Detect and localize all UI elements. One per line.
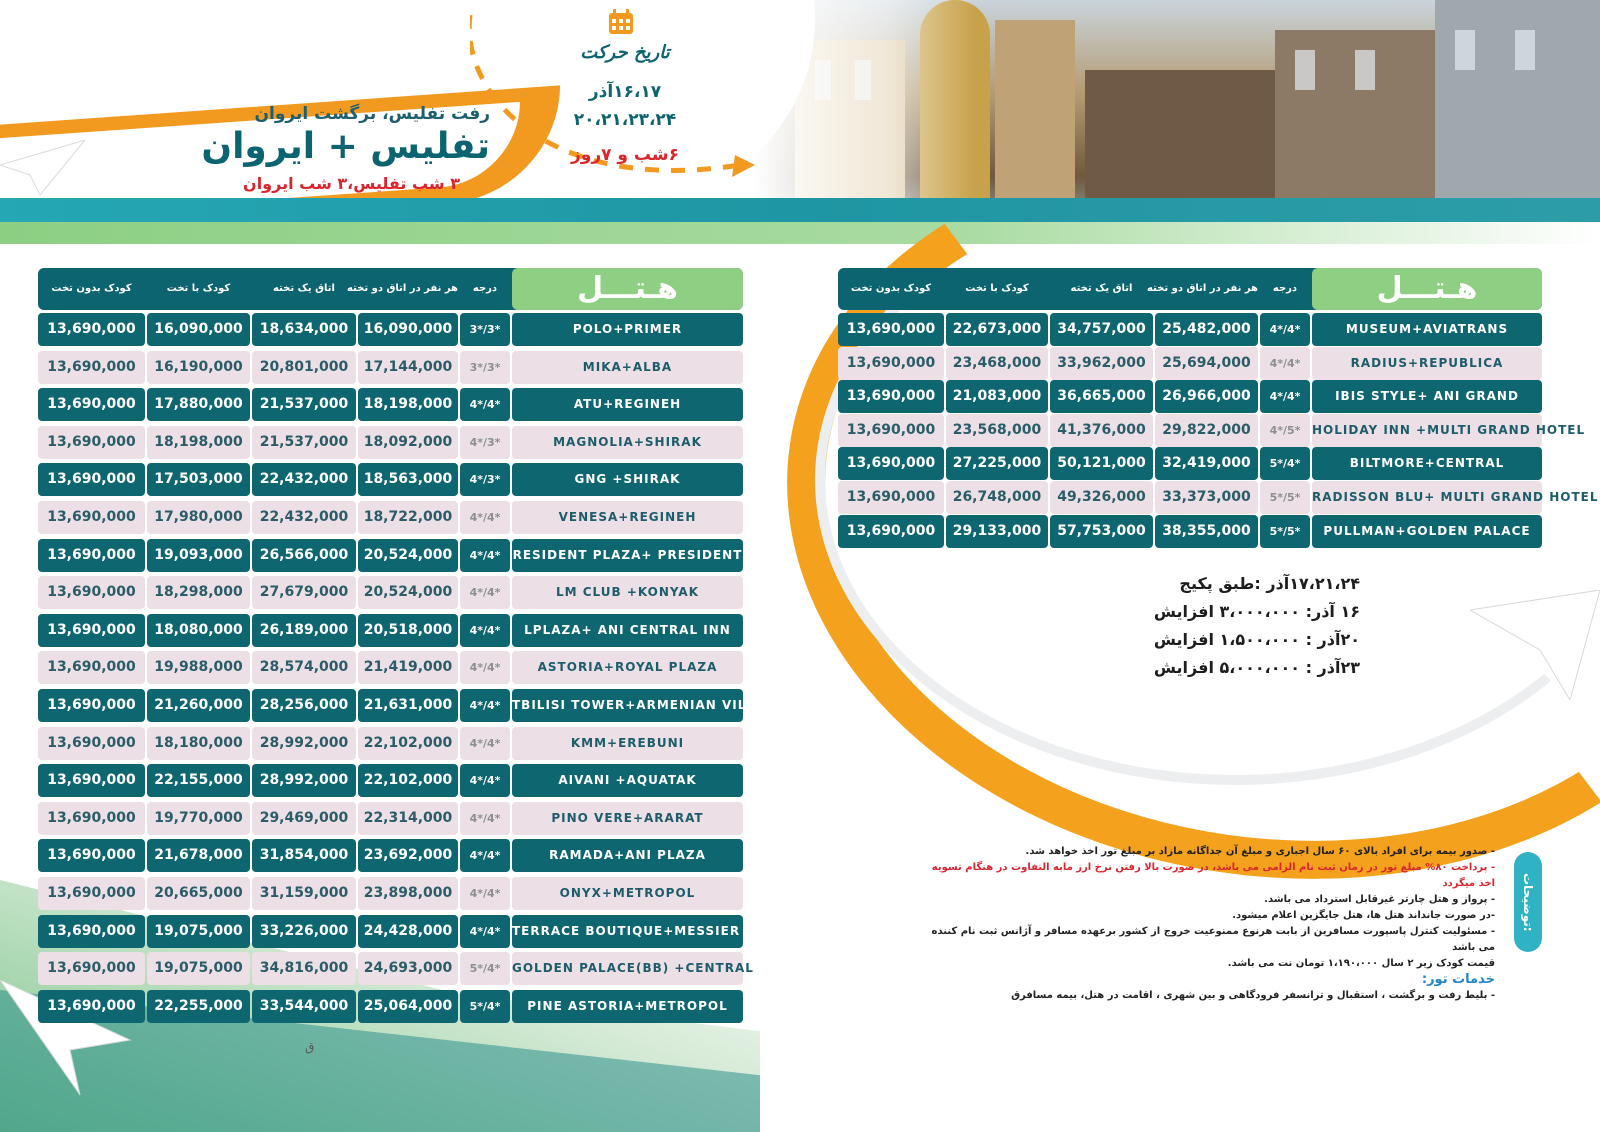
cell-hotel: HOLIDAY INN +MULTI GRAND HOTEL (1312, 414, 1542, 447)
cell-child-nobed: 13,690,000 (38, 463, 145, 496)
cell-single: 33,226,000 (252, 915, 356, 948)
cell-grade: 4*/4* (460, 539, 510, 572)
cell-child-nobed: 13,690,000 (838, 447, 944, 480)
cell-grade: 4*/4* (460, 839, 510, 872)
cell-child-nobed: 13,690,000 (838, 313, 944, 346)
cell-child-bed: 16,090,000 (147, 313, 250, 346)
table-row (38, 839, 743, 872)
cell-single: 33,544,000 (252, 990, 356, 1023)
right-table-header (838, 268, 1542, 310)
cell-child-bed: 21,678,000 (147, 839, 250, 872)
table-row (38, 576, 743, 609)
cell-grade: 4*/4* (460, 388, 510, 421)
cell-hotel: ONYX+METROPOL (512, 877, 743, 910)
cell-child-bed: 21,083,000 (946, 380, 1048, 413)
cell-grade: 5*/5* (1260, 481, 1310, 514)
cell-double: 24,693,000 (358, 952, 458, 985)
table-row (38, 651, 743, 684)
cell-child-bed: 29,133,000 (946, 515, 1048, 548)
cell-grade: 4*/4* (460, 764, 510, 797)
cell-single: 28,992,000 (252, 764, 356, 797)
cell-grade: 4*/3* (460, 463, 510, 496)
col-double: هر نفر در اتاق دو تخته (1147, 283, 1258, 294)
cell-single: 28,992,000 (252, 727, 356, 760)
cell-double: 23,692,000 (358, 839, 458, 872)
cell-grade: 4*/4* (1260, 347, 1310, 380)
left-table-header (38, 268, 743, 310)
cell-hotel: MAGNOLIA+SHIRAK (512, 426, 743, 459)
cell-double: 18,092,000 (358, 426, 458, 459)
cell-double: 29,822,000 (1155, 414, 1258, 447)
cell-grade: 5*/4* (1260, 447, 1310, 480)
cell-child-bed: 16,190,000 (147, 351, 250, 384)
cell-child-bed: 20,665,000 (147, 877, 250, 910)
table-row (38, 388, 743, 421)
cell-child-nobed: 13,690,000 (838, 515, 944, 548)
cell-hotel: KMM+EREBUNI (512, 727, 743, 760)
cell-double: 21,419,000 (358, 651, 458, 684)
cell-hotel: PULLMAN+GOLDEN PALACE (1312, 515, 1542, 548)
cell-double: 38,355,000 (1155, 515, 1258, 548)
cell-single: 28,256,000 (252, 689, 356, 722)
cell-hotel: PINO VERE+ARARAT (512, 802, 743, 835)
cell-double: 22,102,000 (358, 764, 458, 797)
table-row (838, 481, 1599, 514)
cell-single: 18,634,000 (252, 313, 356, 346)
table-row (38, 539, 743, 572)
cell-grade: 5*/4* (460, 952, 510, 985)
table-row (38, 764, 743, 797)
cell-child-bed: 17,503,000 (147, 463, 250, 496)
cell-child-bed: 17,880,000 (147, 388, 250, 421)
cell-child-bed: 18,198,000 (147, 426, 250, 459)
note-line: -در صورت جانداند هتل ها، هتل جایگزین اعلام میشود. (1232, 910, 1495, 921)
cell-hotel: MUSEUM+AVIATRANS (1312, 313, 1542, 346)
table-row (38, 463, 743, 496)
package-note: ۲۳آذر : ۵،۰۰۰،۰۰۰ افزایش (1153, 658, 1360, 677)
note-line: - صدور بیمه برای افراد بالای ۶۰ سال اجباری و مبلغ آن جداگانه مازاد بر مبلغ تور اخذ خواهد شد. (1025, 846, 1495, 857)
cell-child-bed: 19,075,000 (147, 915, 250, 948)
cell-hotel: IBIS STYLE+ ANI GRAND (1312, 380, 1542, 413)
cell-child-bed: 21,260,000 (147, 689, 250, 722)
cell-single: 26,189,000 (252, 614, 356, 647)
col-double: هر نفر در اتاق دو تخته (347, 283, 458, 294)
departure-dates-2: ۲۰،۲۱،۲۳،۲۴ (573, 110, 677, 130)
departure-dates-1: ۱۶،۱۷آذر (588, 82, 662, 102)
cell-child-nobed: 13,690,000 (38, 313, 145, 346)
table-row (38, 727, 743, 760)
cell-double: 20,524,000 (358, 576, 458, 609)
cell-single: 57,753,000 (1050, 515, 1153, 548)
cell-child-nobed: 13,690,000 (38, 689, 145, 722)
paper-plane-icon (0, 140, 90, 200)
cell-grade: 4*/5* (1260, 414, 1310, 447)
cell-grade: 4*/4* (1260, 313, 1310, 346)
note-line: قیمت کودک زیر ۲ سال ۱،۱۹۰،۰۰۰ تومان نت می باشد. (1227, 958, 1495, 969)
cell-child-nobed: 13,690,000 (38, 802, 145, 835)
table-row (38, 952, 754, 985)
cell-child-nobed: 13,690,000 (38, 877, 145, 910)
cell-grade: 4*/4* (460, 802, 510, 835)
cell-child-bed: 27,225,000 (946, 447, 1048, 480)
cell-child-nobed: 13,690,000 (38, 839, 145, 872)
cell-child-nobed: 13,690,000 (38, 651, 145, 684)
cell-child-nobed: 13,690,000 (38, 764, 145, 797)
table-row (838, 347, 1543, 380)
cell-single: 20,801,000 (252, 351, 356, 384)
cell-single: 21,537,000 (252, 388, 356, 421)
cell-double: 16,090,000 (358, 313, 458, 346)
cell-grade: 5*/4* (460, 990, 510, 1023)
cell-grade: 5*/5* (1260, 515, 1310, 548)
cell-double: 18,722,000 (358, 501, 458, 534)
cell-grade: 4*/4* (460, 576, 510, 609)
cell-child-bed: 18,080,000 (147, 614, 250, 647)
cell-child-nobed: 13,690,000 (38, 576, 145, 609)
cell-child-bed: 19,988,000 (147, 651, 250, 684)
cell-hotel: RESIDENT PLAZA+ PRESIDENT (512, 539, 743, 572)
note-line: - پرداخت ۸۰% مبلغ تور در زمان ثبت نام الزامی می باشد، در صورت بالا رفتن نرخ ارز مابه التفاوت در هنگام تسویه اخذ میگردد (931, 862, 1495, 889)
cell-hotel: RADIUS+REPUBLICA (1312, 347, 1542, 380)
cell-single: 28,574,000 (252, 651, 356, 684)
cell-child-bed: 19,093,000 (147, 539, 250, 572)
cell-child-bed: 19,770,000 (147, 802, 250, 835)
cell-grade: 4*/4* (460, 689, 510, 722)
cell-double: 18,198,000 (358, 388, 458, 421)
cell-grade: 4*/4* (460, 651, 510, 684)
cell-single: 27,679,000 (252, 576, 356, 609)
cell-child-nobed: 13,690,000 (38, 388, 145, 421)
cell-child-nobed: 13,690,000 (38, 539, 145, 572)
table-row (38, 802, 743, 835)
col-hotel: هـتـــل (512, 268, 743, 310)
services-line: - بلیط رفت و برگشت ، استقبال و ترانسفر فرودگاهی و بین شهری ، اقامت در هتل، بیمه مسافرق (1011, 990, 1495, 1001)
cell-double: 17,144,000 (358, 351, 458, 384)
cell-hotel: AIVANI +AQUATAK (512, 764, 743, 797)
nights-note: ۳ شب تفلیس،۳ شب ایروان (243, 174, 460, 193)
cell-grade: 4*/4* (460, 877, 510, 910)
cell-child-bed: 22,155,000 (147, 764, 250, 797)
cell-hotel: LPLAZA+ ANI CENTRAL INN (512, 614, 743, 647)
cell-double: 32,419,000 (1155, 447, 1258, 480)
cell-child-nobed: 13,690,000 (38, 952, 145, 985)
cell-double: 23,898,000 (358, 877, 458, 910)
services-title: خدمات تور: (1421, 972, 1495, 987)
cell-single: 22,432,000 (252, 501, 356, 534)
cell-child-nobed: 13,690,000 (38, 351, 145, 384)
table-row (38, 990, 743, 1023)
table-row (838, 313, 1543, 346)
cell-double: 25,482,000 (1155, 313, 1258, 346)
col-single: اتاق یک تخته (273, 283, 335, 294)
route-subtitle: رفت تفلیس، برگشت ایروان (254, 104, 490, 124)
cell-child-bed: 26,748,000 (946, 481, 1048, 514)
cell-grade: 3*/3* (460, 351, 510, 384)
page-mark: ق (305, 1040, 315, 1054)
cell-hotel: VENESA+REGINEH (512, 501, 743, 534)
package-note: ۲۰آذر : ۱،۵۰۰،۰۰۰ افزایش (1153, 630, 1360, 649)
cell-hotel: RAMADA+ANI PLAZA (512, 839, 743, 872)
cell-child-nobed: 13,690,000 (38, 727, 145, 760)
cell-double: 21,631,000 (358, 689, 458, 722)
cell-grade: 4*/4* (460, 614, 510, 647)
cell-double: 33,373,000 (1155, 481, 1258, 514)
cell-hotel: MIKA+ALBA (512, 351, 743, 384)
cell-single: 22,432,000 (252, 463, 356, 496)
cell-single: 34,816,000 (252, 952, 356, 985)
cell-single: 36,665,000 (1050, 380, 1153, 413)
note-line: - مسئولیت کنترل پاسپورت مسافرین از بابت هرنوع ممنوعیت خروج از کشور برعهده مسافر و آژانس ثبت نام کننده می باشد (931, 926, 1495, 953)
cell-child-nobed: 13,690,000 (838, 347, 944, 380)
cell-child-bed: 22,673,000 (946, 313, 1048, 346)
cell-child-bed: 17,980,000 (147, 501, 250, 534)
cell-child-nobed: 13,690,000 (838, 481, 944, 514)
cell-hotel: ASTORIA+ROYAL PLAZA (512, 651, 743, 684)
cell-double: 25,694,000 (1155, 347, 1258, 380)
table-row (838, 447, 1543, 480)
cell-child-nobed: 13,690,000 (38, 426, 145, 459)
cell-hotel: RADISSON BLU+ MULTI GRAND HOTEL (1312, 481, 1542, 514)
cell-double: 22,102,000 (358, 727, 458, 760)
cell-single: 29,469,000 (252, 802, 356, 835)
table-row (38, 877, 743, 910)
table-row (38, 351, 743, 384)
cell-child-nobed: 13,690,000 (38, 614, 145, 647)
package-note: ۱۶ آذر: ۳،۰۰۰،۰۰۰ افزایش (1153, 602, 1360, 621)
table-row (38, 689, 786, 722)
cell-double: 25,064,000 (358, 990, 458, 1023)
calendar-icon (607, 8, 635, 36)
col-single: اتاق یک تخته (1070, 283, 1133, 294)
notes-block (925, 844, 1495, 1004)
table-row (38, 915, 764, 948)
cell-hotel: POLO+PRIMER (512, 313, 743, 346)
cell-child-bed: 19,075,000 (147, 952, 250, 985)
cell-hotel: ATU+REGINEH (512, 388, 743, 421)
col-child-bed: کودک با تخت (965, 283, 1029, 294)
departure-label: تاریخ حرکت (580, 42, 670, 63)
cell-double: 22,314,000 (358, 802, 458, 835)
table-row (38, 426, 743, 459)
cell-double: 26,966,000 (1155, 380, 1258, 413)
cell-double: 18,563,000 (358, 463, 458, 496)
table-row (838, 515, 1543, 548)
cell-hotel: GNG +SHIRAK (512, 463, 743, 496)
cell-hotel: PINE ASTORIA+METROPOL (512, 990, 743, 1023)
cell-child-nobed: 13,690,000 (38, 990, 145, 1023)
paper-plane-icon (1470, 590, 1600, 700)
table-row (38, 313, 743, 346)
col-child-nobed: کودک بدون تخت (850, 283, 932, 294)
cell-single: 26,566,000 (252, 539, 356, 572)
cell-single: 41,376,000 (1050, 414, 1153, 447)
cell-grade: 4*/4* (460, 501, 510, 534)
cell-single: 49,326,000 (1050, 481, 1153, 514)
cell-hotel: BILTMORE+CENTRAL (1312, 447, 1542, 480)
cell-double: 20,518,000 (358, 614, 458, 647)
cell-child-nobed: 13,690,000 (838, 380, 944, 413)
notes-badge: توضیحات: (1514, 852, 1542, 952)
cell-child-nobed: 13,690,000 (38, 501, 145, 534)
cell-grade: 4*/4* (460, 727, 510, 760)
col-grade: درجه (472, 283, 498, 294)
cell-grade: 4*/4* (460, 915, 510, 948)
table-row (38, 614, 743, 647)
cell-child-bed: 23,468,000 (946, 347, 1048, 380)
cell-child-nobed: 13,690,000 (38, 915, 145, 948)
cell-double: 24,428,000 (358, 915, 458, 948)
cell-single: 31,159,000 (252, 877, 356, 910)
col-child-bed: کودک با تخت (166, 283, 231, 294)
cell-single: 33,962,000 (1050, 347, 1153, 380)
cell-child-bed: 22,255,000 (147, 990, 250, 1023)
tour-duration: ۶شب و ۷روز (570, 145, 680, 165)
cell-grade: 4*/4* (1260, 380, 1310, 413)
cell-single: 31,854,000 (252, 839, 356, 872)
cell-child-bed: 18,180,000 (147, 727, 250, 760)
cell-grade: 4*/3* (460, 426, 510, 459)
cell-hotel: TERRACE BOUTIQUE+MESSIER 53 (512, 915, 743, 948)
col-grade: درجه (1272, 283, 1298, 294)
cell-hotel: TBILISI TOWER+ARMENIAN VILLAGE (512, 689, 743, 722)
cell-single: 21,537,000 (252, 426, 356, 459)
page-title: تفلیس + ایروان (201, 126, 490, 167)
col-child-nobed: کودک بدون تخت (51, 283, 132, 294)
cell-double: 20,524,000 (358, 539, 458, 572)
cell-child-bed: 23,568,000 (946, 414, 1048, 447)
cell-single: 50,121,000 (1050, 447, 1153, 480)
cell-child-bed: 18,298,000 (147, 576, 250, 609)
cell-hotel: LM CLUB +KONYAK (512, 576, 743, 609)
table-row (838, 380, 1543, 413)
package-note: ۱۷،۲۱،۲۴آذر :طبق پکیج (1179, 574, 1360, 593)
table-row (838, 414, 1586, 447)
cell-grade: 3*/3* (460, 313, 510, 346)
note-line: - پرواز و هتل چارتر غیرقابل استرداد می باشد. (1264, 894, 1495, 905)
col-hotel: هـتـــل (1312, 268, 1542, 310)
cell-child-nobed: 13,690,000 (838, 414, 944, 447)
cell-hotel: GOLDEN PALACE(BB) +CENTRAL (512, 952, 743, 985)
cell-single: 34,757,000 (1050, 313, 1153, 346)
table-row (38, 501, 743, 534)
